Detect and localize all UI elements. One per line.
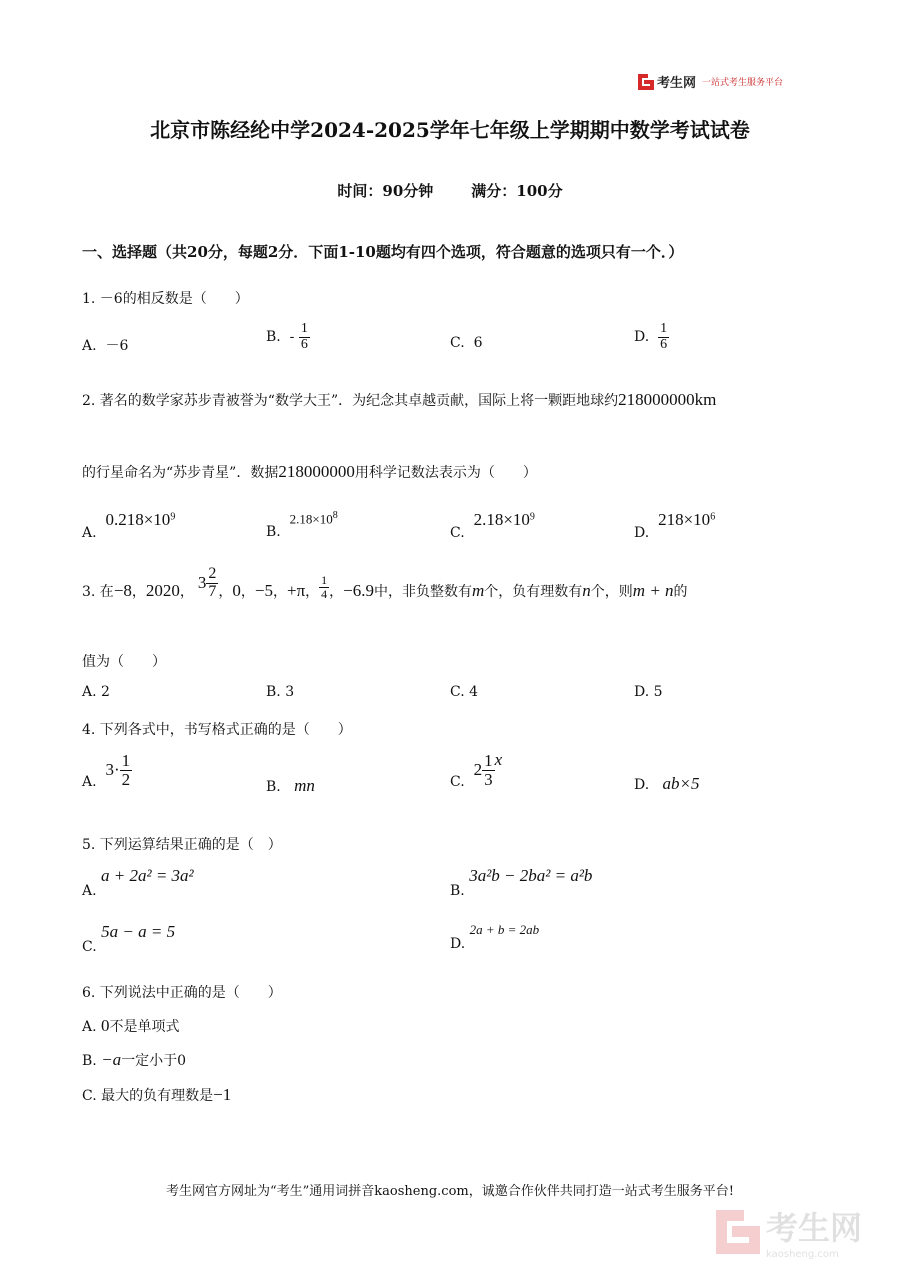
option-math: 0 [101, 1016, 110, 1035]
separator: ， [240, 583, 255, 600]
q4-option-b [266, 776, 315, 796]
q2-stem-start: 2. 著名的数学家苏步青被誉为“数学大王”．为纪念其卓越贡献，国际上将一颗距地球约 [82, 393, 619, 409]
mixed-number [198, 566, 219, 601]
separator: ， [305, 583, 320, 600]
fraction [482, 752, 495, 789]
option-base: 2.18×10 [289, 511, 333, 527]
q6-option-c [82, 1085, 231, 1105]
option-math: −1 [213, 1085, 232, 1104]
denominator: 6 [660, 336, 668, 352]
q2-line2 [82, 462, 537, 482]
separator: ， [329, 583, 344, 600]
q5-option-c [82, 922, 176, 955]
option-label: C. [450, 525, 465, 541]
section-title: 一、选择题（共20分，每题2分．下面1-10题均有四个选项，符合题意的选项只有一个．） [82, 243, 684, 261]
option-label: A. [82, 774, 97, 791]
whole-part: 2 [473, 760, 483, 780]
option-label: B. [266, 779, 281, 795]
q2-option-a [82, 510, 176, 541]
option-label: B. [266, 523, 281, 540]
option-label: A. [82, 883, 97, 899]
option-expression: 3a²b − 2ba² = a²b [469, 866, 593, 885]
option-text: －6 [105, 338, 129, 354]
q6-option-b [82, 1050, 186, 1070]
q4-stem: 4. 下列各式中，书写格式正确的是（ ） [82, 722, 352, 738]
option-label: C. [450, 774, 465, 791]
q3-mid2: 个，负有理数有 [484, 583, 583, 600]
denominator: 4 [321, 587, 328, 601]
option-base: 0.218×10 [105, 510, 171, 529]
q6-option-a [82, 1016, 180, 1036]
q2-option-b [266, 510, 338, 540]
option-math: −a [101, 1050, 122, 1069]
denominator: 2 [121, 769, 131, 789]
option-text: 6 [473, 335, 483, 351]
numerator: 1 [660, 321, 668, 336]
fraction [120, 752, 133, 789]
number: −8 [113, 580, 132, 600]
var-m: m [472, 580, 485, 600]
option-label: C. [82, 1088, 97, 1104]
numerator: 1 [300, 321, 308, 336]
var-n: n [582, 580, 591, 600]
numerator: 1 [121, 751, 131, 770]
exam-meta [0, 180, 900, 201]
fraction [319, 574, 329, 600]
header-logo [638, 72, 783, 91]
denominator: 3 [484, 769, 493, 789]
separator: ， [273, 583, 287, 600]
q5-stem: 5. 下列运算结果正确的是（ ） [82, 837, 282, 853]
logo-name: 考生网 [657, 76, 697, 91]
q1-option-a [82, 335, 128, 355]
logo-icon [638, 74, 654, 90]
option-expression: 2a + b = 2ab [469, 922, 540, 937]
option-text: 一定小于0 [121, 1053, 187, 1069]
fraction [206, 566, 218, 601]
option-expression: 5a − a = 5 [101, 922, 176, 941]
numerator: 1 [321, 573, 328, 588]
option-label: B. [82, 1053, 97, 1069]
option-expression: a + 2a² = 3a² [101, 866, 194, 885]
option-label: D. [634, 329, 650, 346]
q3-mid1: 中，非负整数有 [374, 583, 473, 600]
option-label: D. [634, 777, 650, 793]
q1-option-d [634, 322, 669, 352]
variable: x [494, 750, 503, 770]
sum-expression: m + n [632, 580, 674, 600]
whole-part: 3 [197, 573, 207, 593]
q3-suffix: 的 [673, 583, 688, 600]
logo-slogan: 一站式考生服务平台 [702, 78, 784, 88]
q2-option-d [634, 510, 716, 541]
separator: ， [131, 583, 146, 600]
q5-option-a [82, 866, 194, 899]
q4-option-d [634, 774, 700, 794]
option-label: A. [82, 525, 97, 541]
fraction [299, 322, 310, 352]
q3-line2: 值为（ ） [82, 654, 166, 670]
option-label: B. [450, 883, 465, 899]
exponent: 6 [710, 511, 716, 523]
q5-option-b [450, 866, 593, 899]
q3-option-a: A. 2 [82, 684, 110, 700]
numerator: 2 [208, 565, 217, 582]
q3-prefix: 3. 在 [82, 583, 114, 600]
q2-stem-mid: 的行星命名为“苏步青星”．数据 [82, 465, 279, 481]
option-label: D. [634, 525, 650, 541]
q3-option-b: B. 3 [266, 684, 295, 700]
number: 0 [232, 580, 241, 600]
whole-part: 3· [105, 760, 120, 780]
q3-option-c: C. 4 [450, 684, 479, 700]
number: 2020 [145, 580, 180, 600]
exam-time: 时间：90分钟 [337, 182, 434, 200]
distance-value: 218000000km [618, 390, 717, 409]
option-expression: ab×5 [662, 774, 700, 793]
watermark [716, 1203, 862, 1260]
number-value: 218000000 [278, 462, 355, 481]
option-label: B. [266, 329, 281, 346]
option-expression: mn [294, 776, 315, 795]
numerator: 1 [484, 751, 493, 770]
exam-score: 满分：100分 [471, 182, 563, 200]
watermark-logo-icon [716, 1210, 760, 1254]
watermark-name: 考生网 [766, 1209, 863, 1247]
option-text: 不是单项式 [109, 1019, 180, 1035]
separator: ， [218, 583, 233, 600]
q3-option-d: D. 5 [634, 684, 663, 700]
option-text: 最大的负有理数是 [101, 1088, 214, 1104]
option-label: A. [82, 338, 97, 354]
number: +π [287, 580, 306, 600]
watermark-text-group [766, 1203, 862, 1260]
q4-option-a [82, 752, 132, 789]
fraction [658, 322, 669, 352]
option-label: D. [450, 936, 466, 952]
q6-stem: 6. 下列说法中正确的是（ ） [82, 985, 282, 1001]
q4-option-c [450, 752, 502, 789]
exponent: 9 [170, 511, 176, 523]
q1-option-b [266, 322, 310, 352]
q2-option-c [450, 510, 535, 541]
exam-title: 北京市陈经纶中学2024-2025学年七年级上学期期中数学考试试卷 [150, 118, 750, 142]
exponent: 8 [332, 510, 338, 521]
q2-stem-end: 用科学记数法表示为（ ） [354, 465, 537, 481]
q3-mid3: 个，则 [590, 583, 633, 600]
option-base: 2.18×10 [473, 510, 530, 529]
watermark-site: kaosheng.com [766, 1249, 839, 1260]
q5-option-d [450, 922, 540, 952]
option-label: A. [82, 1019, 97, 1035]
number: −5 [254, 580, 273, 600]
denominator: 7 [208, 582, 217, 600]
option-label: C. [450, 335, 465, 351]
option-base: 218×10 [658, 510, 711, 529]
denominator: 6 [300, 336, 308, 352]
q3-line1 [82, 566, 688, 601]
exponent: 9 [529, 511, 535, 523]
option-label: C. [82, 939, 97, 955]
number: −6.9 [343, 580, 375, 600]
footer-note: 考生网官方网址为“考生”通用词拼音kaosheng.com，诚邀合作伙伴共同打造一站式考生服务平台! [166, 1184, 734, 1199]
q2-line1 [82, 390, 716, 410]
separator: ， [179, 583, 194, 600]
q1-stem: 1. －6的相反数是（ ） [82, 291, 249, 307]
q1-option-c [450, 335, 483, 351]
option-sign: - [289, 329, 295, 346]
